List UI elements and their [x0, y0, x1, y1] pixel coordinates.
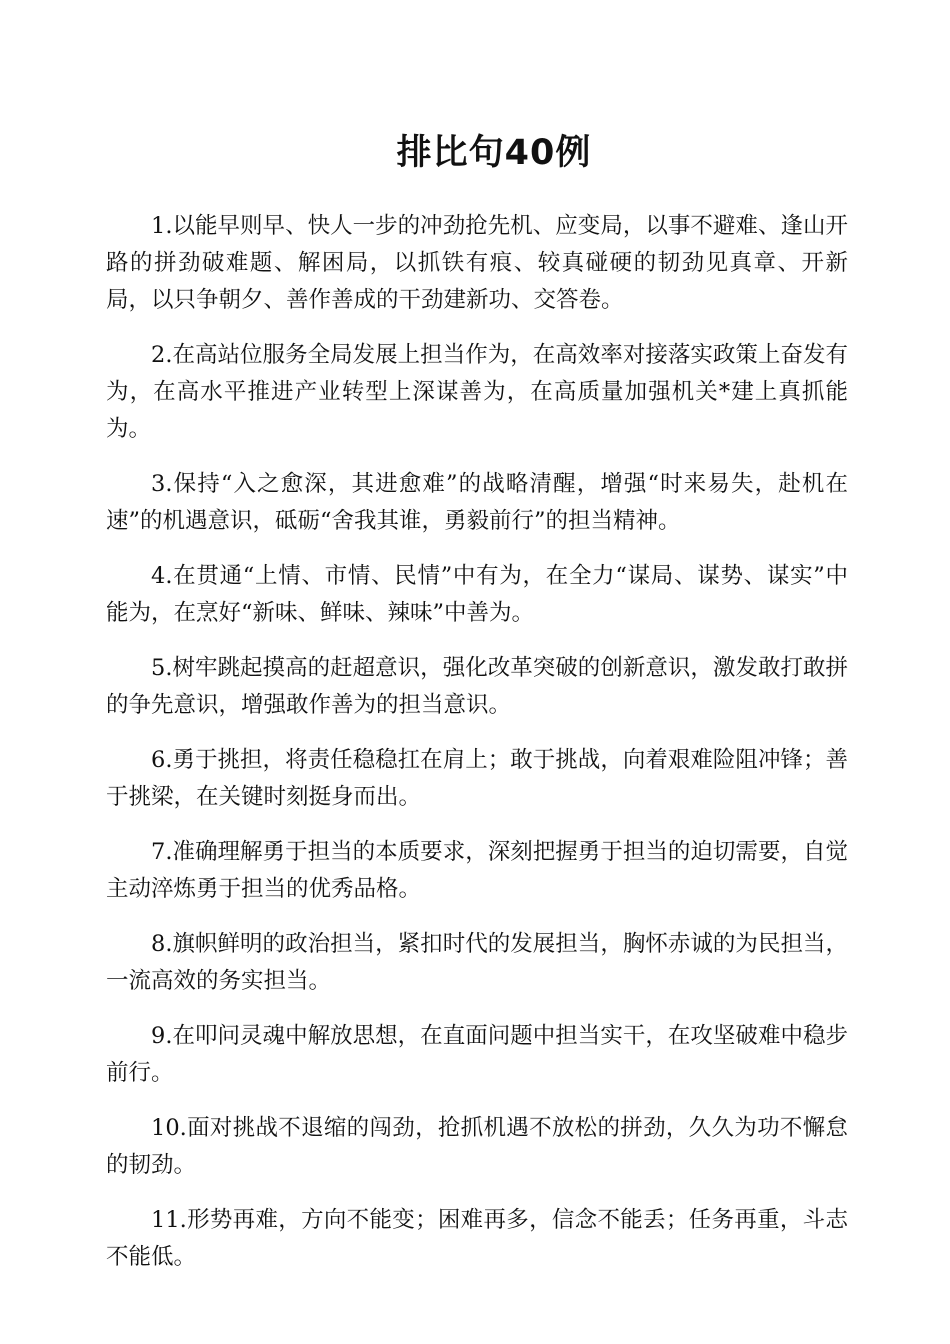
- example-item-6: 6.勇于挑担，将责任稳稳扛在肩上；敢于挑战，向着艰难险阻冲锋；善于挑梁，在关键时刻挺身而出。: [106, 747, 848, 810]
- example-item-10: 10.面对挑战不退缩的闯劲，抢抓机遇不放松的拼劲，久久为功不懈怠的韧劲。: [106, 1115, 848, 1178]
- example-item-5: 5.树牢跳起摸高的赶超意识，强化改革突破的创新意识，激发敢打敢拼的争先意识，增强敢作善为的担当意识。: [106, 655, 848, 718]
- example-item-9: 9.在叩问灵魂中解放思想，在直面问题中担当实干，在攻坚破难中稳步前行。: [106, 1023, 848, 1086]
- example-item-3: 3.保持“入之愈深，其进愈难”的战略清醒，增强“时来易失，赴机在速”的机遇意识，砥砺“舍我其谁，勇毅前行”的担当精神。: [106, 471, 848, 534]
- example-item-7: 7.准确理解勇于担当的本质要求，深刻把握勇于担当的迫切需要，自觉主动淬炼勇于担当的优秀品格。: [106, 839, 848, 902]
- example-item-2: 2.在高站位服务全局发展上担当作为，在高效率对接落实政策上奋发有为，在高水平推进产业转型上深谋善为，在高质量加强机关*建上真抓能为。: [106, 342, 848, 442]
- example-item-4: 4.在贯通“上情、市情、民情”中有为，在全力“谋局、谋势、谋实”中能为，在烹好“新味、鲜味、辣味”中善为。: [106, 563, 848, 626]
- parallelism-example-list: [106, 208, 848, 1294]
- example-item-11: 11.形势再难，方向不能变；困难再多，信念不能丢；任务再重，斗志不能低。: [106, 1207, 848, 1270]
- page-title: 排比句40例: [396, 133, 592, 173]
- example-item-1: 1.以能早则早、快人一步的冲劲抢先机、应变局，以事不避难、逢山开路的拼劲破难题、解困局，以抓铁有痕、较真碰硬的韧劲见真章、开新局，以只争朝夕、善作善成的干劲建新功、交答卷。: [106, 213, 848, 313]
- example-item-8: 8.旗帜鲜明的政治担当，紧扣时代的发展担当，胸怀赤诚的为民担当，一流高效的务实担当。: [106, 931, 848, 994]
